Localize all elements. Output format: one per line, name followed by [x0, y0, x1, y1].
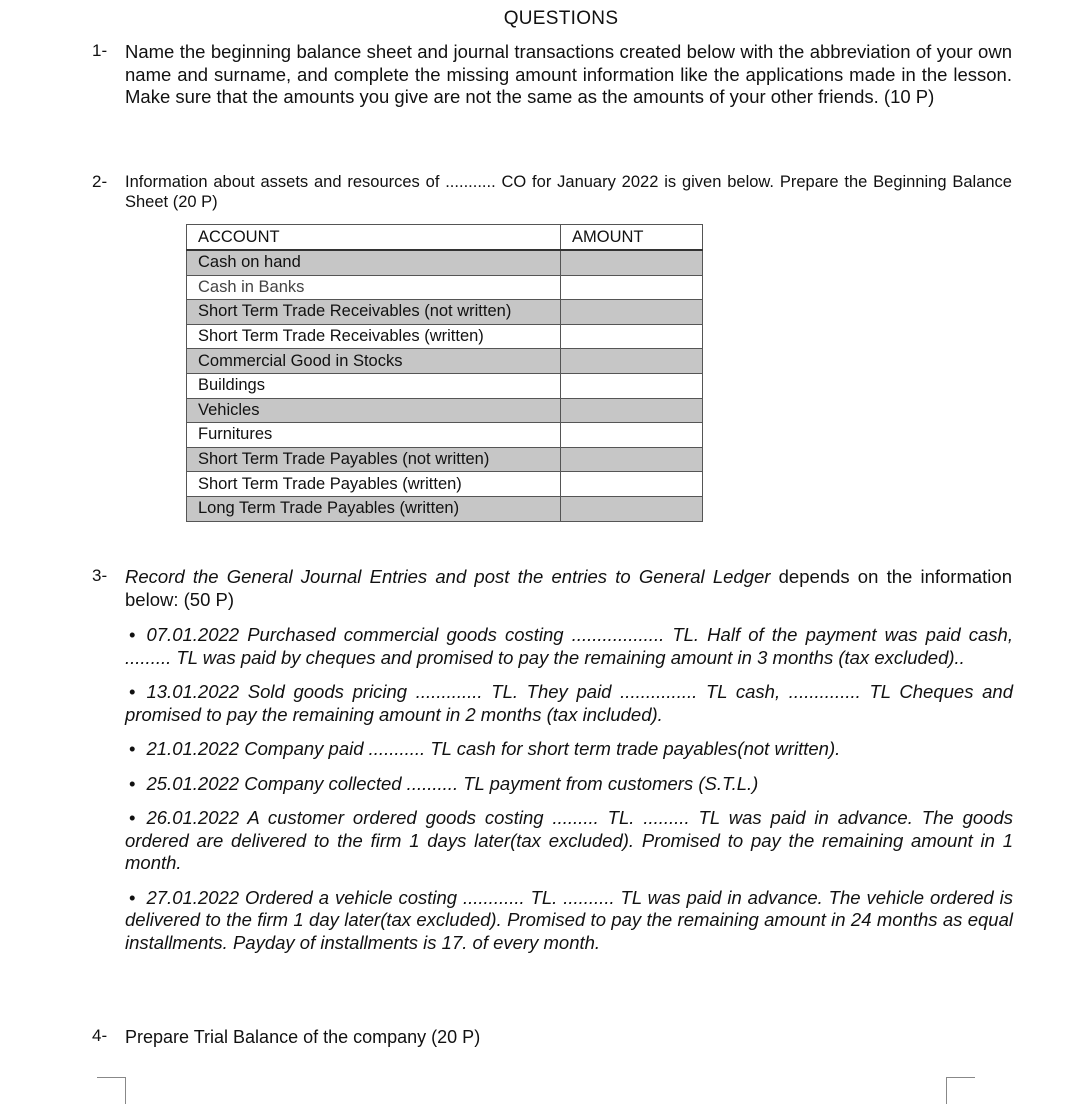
account-cell: Buildings: [187, 373, 561, 398]
amount-cell: [561, 250, 703, 275]
table-header-row: [187, 225, 703, 251]
table-row: [187, 496, 703, 521]
account-cell: Short Term Trade Payables (written): [187, 472, 561, 497]
transaction-text: 27.01.2022 Ordered a vehicle costing ............ TL. .......... TL was paid in advance. The vehicle ordered is delivered to the firm 1 day later(tax excluded). Promised to pay the remaining amount in 24 months as equal installments. Payday of installments is 17. of every month.: [125, 886, 1013, 953]
bullet-icon: •: [129, 807, 136, 828]
bullet-icon: •: [129, 738, 136, 759]
question-text: Information about assets and resources of ........... CO for January 2022 is given below. Prepare the Beginning Balance Sheet (20 P): [125, 173, 1012, 211]
question-number: 3-: [92, 566, 108, 585]
table-row: [187, 472, 703, 497]
transaction-list: [125, 624, 1013, 966]
question-3: [92, 566, 1012, 611]
amount-cell: [561, 300, 703, 325]
list-item: [125, 624, 1013, 669]
transaction-text: 26.01.2022 A customer ordered goods costing ......... TL. ......... TL was paid in advance. The goods ordered are delivered to the firm 1 days later(tax excluded). Promised to pay the remaining amount in 1 month.: [125, 807, 1013, 873]
amount-cell: [561, 423, 703, 448]
bullet-icon: •: [129, 624, 136, 645]
question-1: [92, 41, 1012, 109]
table-row: [187, 300, 703, 325]
crop-mark-left: [97, 1077, 126, 1104]
account-cell: Short Term Trade Payables (not written): [187, 447, 561, 472]
list-item: [125, 738, 1013, 761]
column-header-amount: AMOUNT: [561, 225, 703, 251]
table-row: [187, 423, 703, 448]
table-row: [187, 250, 703, 275]
balance-sheet-table: [186, 224, 703, 522]
table-row: [187, 447, 703, 472]
question-4: [92, 1026, 1012, 1049]
account-cell: Commercial Good in Stocks: [187, 349, 561, 374]
table-row: [187, 324, 703, 349]
bullet-icon: •: [129, 886, 136, 908]
amount-cell: [561, 398, 703, 423]
account-cell: Cash in Banks: [187, 275, 561, 300]
question-2: [92, 172, 1012, 212]
table-row: [187, 373, 703, 398]
question-text: Prepare Trial Balance of the company (20 P): [125, 1027, 481, 1047]
list-item: [125, 773, 1013, 796]
account-cell: Vehicles: [187, 398, 561, 423]
account-cell: Furnitures: [187, 423, 561, 448]
transaction-text: 07.01.2022 Purchased commercial goods costing .................. TL. Half of the payment was paid cash, ......... TL was paid by cheques and promised to pay the remaining amount in 3 months (tax excluded)..: [125, 624, 1013, 668]
table-row: [187, 275, 703, 300]
transaction-text: 13.01.2022 Sold goods pricing ............. TL. They paid ............... TL cash, .............. TL Cheques and promised to pay the remaining amount in 2 months (tax included).: [125, 681, 1013, 725]
list-item: [125, 681, 1013, 726]
amount-cell: [561, 472, 703, 497]
list-item: [125, 887, 1013, 955]
bullet-icon: •: [129, 772, 136, 794]
question-text-rest: depends on the information below: (50 P): [125, 566, 1012, 610]
amount-cell: [561, 496, 703, 521]
question-text: Name the beginning balance sheet and journal transactions created below with the abbreviation of your own name and surname, and complete the missing amount information like the applications made in the lesson. Make sure that the amounts you give are not the same as the amounts of your other friends. (10 P): [125, 41, 1012, 107]
bullet-icon: •: [129, 681, 136, 702]
question-number: 1-: [92, 41, 108, 60]
amount-cell: [561, 324, 703, 349]
question-number: 4-: [92, 1026, 108, 1045]
question-number: 2-: [92, 172, 108, 191]
account-cell: Short Term Trade Receivables (written): [187, 324, 561, 349]
question-text: [125, 566, 1012, 611]
account-cell: Long Term Trade Payables (written): [187, 496, 561, 521]
amount-cell: [561, 275, 703, 300]
column-header-account: ACCOUNT: [187, 225, 561, 251]
question-text-italic: Record the General Journal Entries and post the entries to General Ledger: [125, 566, 771, 587]
table-row: [187, 349, 703, 374]
amount-cell: [561, 447, 703, 472]
list-item: [125, 807, 1013, 875]
transaction-text: 21.01.2022 Company paid ........... TL cash for short term trade payables(not written).: [146, 738, 841, 759]
amount-cell: [561, 373, 703, 398]
account-cell: Cash on hand: [187, 250, 561, 275]
table-row: [187, 398, 703, 423]
crop-mark-right: [946, 1077, 975, 1104]
account-cell: Short Term Trade Receivables (not written): [187, 300, 561, 325]
page-title: QUESTIONS: [503, 8, 619, 29]
amount-cell: [561, 349, 703, 374]
transaction-text: 25.01.2022 Company collected .......... TL payment from customers (S.T.L.): [146, 772, 759, 794]
